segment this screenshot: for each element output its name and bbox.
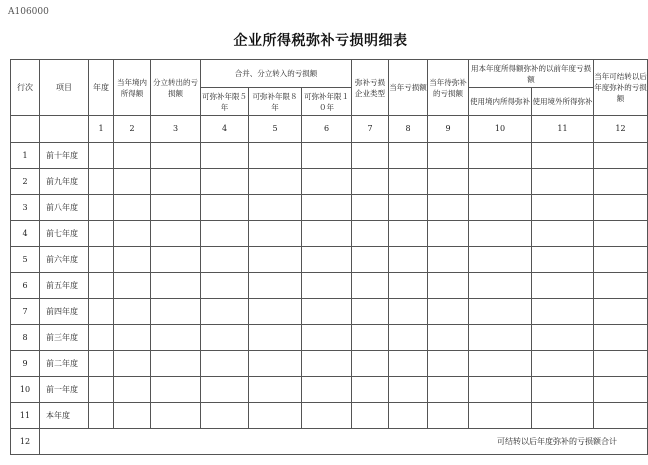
column-number-blank: [40, 116, 89, 143]
column-number: 7: [352, 116, 389, 143]
entry-cell[interactable]: [114, 221, 151, 247]
total-row-label: 可结转以后年度弥补的亏损额合计: [40, 429, 648, 455]
entry-cell[interactable]: [151, 403, 201, 429]
entry-cell[interactable]: [469, 169, 532, 195]
row-number: 9: [11, 351, 40, 377]
loss-offset-table: [10, 59, 648, 455]
entry-cell[interactable]: [249, 273, 302, 299]
entry-cell[interactable]: [428, 377, 469, 403]
entry-cell[interactable]: [302, 195, 352, 221]
header-split-out-loss: 分立转出的亏损额: [151, 60, 201, 116]
entry-cell[interactable]: [389, 351, 428, 377]
total-row-no: 12: [11, 429, 40, 455]
table-row: [11, 325, 648, 351]
entry-cell[interactable]: [594, 299, 648, 325]
entry-cell[interactable]: [249, 221, 302, 247]
entry-cell[interactable]: [249, 143, 302, 169]
entry-cell[interactable]: [469, 195, 532, 221]
header-carry-forward: 当年可结转以后年度弥补的亏损额: [594, 60, 648, 116]
entry-cell[interactable]: [594, 195, 648, 221]
entry-cell[interactable]: [428, 299, 469, 325]
entry-cell[interactable]: [201, 403, 249, 429]
entry-cell[interactable]: [389, 403, 428, 429]
entry-cell[interactable]: [594, 143, 648, 169]
entry-cell[interactable]: [201, 299, 249, 325]
entry-cell[interactable]: [302, 247, 352, 273]
entry-cell[interactable]: [201, 377, 249, 403]
header-row-top: [11, 60, 648, 88]
row-item-label: 本年度: [40, 403, 89, 429]
table-row: [11, 169, 648, 195]
entry-cell[interactable]: [114, 299, 151, 325]
entry-cell[interactable]: [151, 169, 201, 195]
entry-cell[interactable]: [428, 143, 469, 169]
entry-cell[interactable]: [89, 403, 114, 429]
table-row: [11, 403, 648, 429]
row-number: 3: [11, 195, 40, 221]
form-code: A106000: [8, 7, 49, 17]
entry-cell[interactable]: [428, 195, 469, 221]
row-item-label: 前一年度: [40, 377, 89, 403]
column-number: 11: [532, 116, 594, 143]
entry-cell[interactable]: [594, 351, 648, 377]
column-number: 12: [594, 116, 648, 143]
header-used-group: 用本年度所得额弥补的以前年度亏损额: [469, 60, 594, 88]
entry-cell[interactable]: [352, 299, 389, 325]
column-number: 9: [428, 116, 469, 143]
entry-cell[interactable]: [114, 143, 151, 169]
entry-cell[interactable]: [594, 221, 648, 247]
entry-cell[interactable]: [89, 325, 114, 351]
entry-cell[interactable]: [469, 377, 532, 403]
entry-cell[interactable]: [389, 325, 428, 351]
column-number: 8: [389, 116, 428, 143]
table-row: [11, 299, 648, 325]
entry-cell[interactable]: [389, 169, 428, 195]
entry-cell[interactable]: [89, 351, 114, 377]
entry-cell[interactable]: [302, 325, 352, 351]
table-row: [11, 221, 648, 247]
entry-cell[interactable]: [114, 377, 151, 403]
header-merge-group: 合并、分立转入的亏损额: [201, 60, 352, 88]
entry-cell[interactable]: [114, 195, 151, 221]
entry-cell[interactable]: [151, 143, 201, 169]
table-row: [11, 195, 648, 221]
row-item-label: 前十年度: [40, 143, 89, 169]
entry-cell[interactable]: [201, 273, 249, 299]
entry-cell[interactable]: [532, 221, 594, 247]
entry-cell[interactable]: [302, 221, 352, 247]
entry-cell[interactable]: [469, 273, 532, 299]
entry-cell[interactable]: [352, 351, 389, 377]
column-number: 3: [151, 116, 201, 143]
entry-cell[interactable]: [352, 403, 389, 429]
entry-cell[interactable]: [352, 273, 389, 299]
entry-cell[interactable]: [428, 273, 469, 299]
column-number: 5: [249, 116, 302, 143]
entry-cell[interactable]: [201, 325, 249, 351]
entry-cell[interactable]: [249, 325, 302, 351]
row-number: 10: [11, 377, 40, 403]
entry-cell[interactable]: [389, 247, 428, 273]
row-item-label: 前三年度: [40, 325, 89, 351]
entry-cell[interactable]: [114, 325, 151, 351]
entry-cell[interactable]: [151, 273, 201, 299]
header-current-income: 当年境内所得额: [114, 60, 151, 116]
entry-cell[interactable]: [151, 299, 201, 325]
entry-cell[interactable]: [389, 273, 428, 299]
entry-cell[interactable]: [352, 195, 389, 221]
entry-cell[interactable]: [428, 169, 469, 195]
entry-cell[interactable]: [302, 377, 352, 403]
row-number: 8: [11, 325, 40, 351]
entry-cell[interactable]: [302, 351, 352, 377]
entry-cell[interactable]: [89, 169, 114, 195]
entry-cell[interactable]: [114, 247, 151, 273]
entry-cell[interactable]: [114, 169, 151, 195]
row-number: 4: [11, 221, 40, 247]
entry-cell[interactable]: [594, 403, 648, 429]
entry-cell[interactable]: [532, 325, 594, 351]
entry-cell[interactable]: [249, 403, 302, 429]
entry-cell[interactable]: [532, 403, 594, 429]
column-number-row: [11, 116, 648, 143]
column-number: 6: [302, 116, 352, 143]
header-merge-10: 可弥补年限１０年: [302, 88, 352, 116]
entry-cell[interactable]: [594, 169, 648, 195]
entry-cell[interactable]: [428, 247, 469, 273]
header-merge-8: 可弥补年限８年: [249, 88, 302, 116]
row-item-label: 前五年度: [40, 273, 89, 299]
entry-cell[interactable]: [201, 351, 249, 377]
entry-cell[interactable]: [469, 351, 532, 377]
entry-cell[interactable]: [249, 247, 302, 273]
entry-cell[interactable]: [114, 273, 151, 299]
entry-cell[interactable]: [302, 143, 352, 169]
entry-cell[interactable]: [151, 351, 201, 377]
entry-cell[interactable]: [89, 377, 114, 403]
entry-cell[interactable]: [302, 299, 352, 325]
entry-cell[interactable]: [302, 273, 352, 299]
row-item-label: 前八年度: [40, 195, 89, 221]
column-number: 1: [89, 116, 114, 143]
entry-cell[interactable]: [389, 377, 428, 403]
row-item-label: 前七年度: [40, 221, 89, 247]
row-number: 7: [11, 299, 40, 325]
row-item-label: 前六年度: [40, 247, 89, 273]
entry-cell[interactable]: [151, 247, 201, 273]
row-item-label: 前九年度: [40, 169, 89, 195]
total-row: [11, 429, 648, 455]
table-row: [11, 377, 648, 403]
header-enterprise-type: 弥补亏损企业类型: [352, 60, 389, 116]
entry-cell[interactable]: [302, 403, 352, 429]
header-merge-5: 可弥补年限５年: [201, 88, 249, 116]
entry-cell[interactable]: [532, 273, 594, 299]
table-row: [11, 273, 648, 299]
entry-cell[interactable]: [89, 247, 114, 273]
data-rows: [11, 143, 648, 429]
entry-cell[interactable]: [89, 273, 114, 299]
entry-cell[interactable]: [532, 299, 594, 325]
entry-cell[interactable]: [151, 377, 201, 403]
entry-cell[interactable]: [114, 351, 151, 377]
entry-cell[interactable]: [594, 325, 648, 351]
entry-cell[interactable]: [249, 377, 302, 403]
entry-cell[interactable]: [352, 325, 389, 351]
entry-cell[interactable]: [594, 273, 648, 299]
row-item-label: 前二年度: [40, 351, 89, 377]
entry-cell[interactable]: [151, 195, 201, 221]
header-row-no: 行次: [11, 60, 40, 116]
table-row: [11, 351, 648, 377]
entry-cell[interactable]: [352, 169, 389, 195]
header-item: 项目: [40, 60, 89, 116]
entry-cell[interactable]: [89, 143, 114, 169]
entry-cell[interactable]: [428, 325, 469, 351]
column-number: 2: [114, 116, 151, 143]
entry-cell[interactable]: [389, 195, 428, 221]
entry-cell[interactable]: [389, 221, 428, 247]
entry-cell[interactable]: [532, 195, 594, 221]
entry-cell[interactable]: [469, 247, 532, 273]
header-current-loss: 当年亏损额: [389, 60, 428, 116]
entry-cell[interactable]: [469, 221, 532, 247]
entry-cell[interactable]: [249, 195, 302, 221]
entry-cell[interactable]: [249, 351, 302, 377]
header-pending-loss: 当年待弥补的亏损额: [428, 60, 469, 116]
entry-cell[interactable]: [249, 299, 302, 325]
entry-cell[interactable]: [469, 299, 532, 325]
column-number-blank: [11, 116, 40, 143]
entry-cell[interactable]: [594, 377, 648, 403]
row-number: 1: [11, 143, 40, 169]
entry-cell[interactable]: [469, 325, 532, 351]
entry-cell[interactable]: [389, 143, 428, 169]
entry-cell[interactable]: [201, 169, 249, 195]
entry-cell[interactable]: [89, 195, 114, 221]
row-number: 11: [11, 403, 40, 429]
form-title: 企业所得税弥补亏损明细表: [233, 33, 408, 49]
column-number: 10: [469, 116, 532, 143]
entry-cell[interactable]: [302, 169, 352, 195]
entry-cell[interactable]: [532, 169, 594, 195]
row-number: 5: [11, 247, 40, 273]
entry-cell[interactable]: [532, 143, 594, 169]
entry-cell[interactable]: [352, 377, 389, 403]
entry-cell[interactable]: [249, 169, 302, 195]
entry-cell[interactable]: [352, 143, 389, 169]
entry-cell[interactable]: [469, 403, 532, 429]
entry-cell[interactable]: [352, 221, 389, 247]
table-row: [11, 143, 648, 169]
entry-cell[interactable]: [151, 325, 201, 351]
row-item-label: 前四年度: [40, 299, 89, 325]
entry-cell[interactable]: [532, 247, 594, 273]
entry-cell[interactable]: [201, 247, 249, 273]
entry-cell[interactable]: [532, 377, 594, 403]
row-number: 6: [11, 273, 40, 299]
entry-cell[interactable]: [428, 351, 469, 377]
entry-cell[interactable]: [469, 143, 532, 169]
entry-cell[interactable]: [532, 351, 594, 377]
header-used-domestic: 使用境内所得弥补: [469, 88, 532, 116]
entry-cell[interactable]: [89, 299, 114, 325]
header-year: 年度: [89, 60, 114, 116]
entry-cell[interactable]: [114, 403, 151, 429]
entry-cell[interactable]: [352, 247, 389, 273]
row-number: 2: [11, 169, 40, 195]
entry-cell[interactable]: [89, 221, 114, 247]
entry-cell[interactable]: [201, 195, 249, 221]
entry-cell[interactable]: [389, 299, 428, 325]
entry-cell[interactable]: [151, 221, 201, 247]
entry-cell[interactable]: [594, 247, 648, 273]
entry-cell[interactable]: [428, 221, 469, 247]
entry-cell[interactable]: [201, 143, 249, 169]
header-used-foreign: 使用境外所得弥补: [532, 88, 594, 116]
entry-cell[interactable]: [201, 221, 249, 247]
column-number: 4: [201, 116, 249, 143]
entry-cell[interactable]: [428, 403, 469, 429]
table-row: [11, 247, 648, 273]
